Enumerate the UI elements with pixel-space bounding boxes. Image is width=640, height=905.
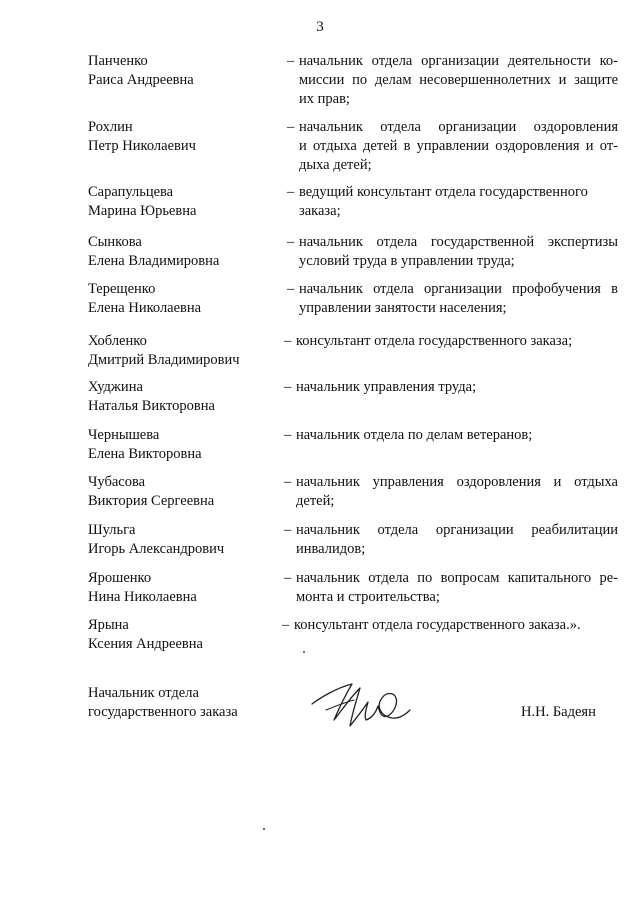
person-surname: Хобленко [88,333,147,349]
signature-title-line: государственного заказа [88,704,238,720]
signature-title [88,684,238,722]
person-surname: Шульга [88,522,136,538]
position-description [299,233,618,271]
description-line: начальник управления труда; [296,379,477,395]
person-name [88,378,268,416]
person-given-names: Виктория Сергеевна [88,493,215,509]
position-description [296,378,618,397]
position-description [296,521,618,559]
person-given-names: Игорь Александрович [88,541,225,557]
person-surname: Сарапульцева [88,184,174,200]
person-name [88,473,268,511]
description-line: управлении занятости населения; [299,300,507,316]
description-line: начальник управления оздоровления и отдыха [296,474,618,490]
description-line: инвалидов; [296,541,366,557]
person-given-names: Елена Викторовна [88,446,202,462]
description-line: условий труда в управлении труда; [299,253,515,269]
scan-speck [263,828,265,830]
description-line: заказа; [299,203,341,219]
page-number: 3 [316,19,324,35]
description-line: начальник отдела организации деятельности ко- [299,53,618,69]
dash-separator: – [284,333,292,349]
handwritten-signature [306,676,416,732]
person-surname: Ярына [88,617,129,633]
description-line: начальник отдела по делам ветеранов; [296,427,533,443]
person-given-names: Елена Владимировна [88,253,220,269]
position-description [299,280,618,318]
position-description [294,616,618,635]
person-name [88,280,268,318]
person-surname: Ярошенко [88,570,152,586]
description-line: ведущий консультант отдела государственного [299,184,588,200]
position-description [296,473,618,511]
position-description [296,426,618,445]
person-name [88,569,268,607]
person-given-names: Петр Николаевич [88,138,196,154]
position-description [296,569,618,607]
person-name [88,521,268,559]
scan-speck [303,651,305,653]
description-line: и отдыха детей в управлении оздоровления и от- [299,138,618,154]
person-surname: Терещенко [88,281,156,297]
dash-separator: – [287,53,295,69]
dash-separator: – [287,184,295,200]
description-line: начальник отдела по вопросам капитального ре- [296,570,618,586]
position-description [299,52,618,109]
description-line: начальник отдела организации оздоровления [299,119,618,135]
dash-separator: – [284,570,292,586]
position-description [299,118,618,175]
person-surname: Панченко [88,53,148,69]
person-name [88,332,268,370]
description-line: миссии по делам несовершеннолетних и защите [299,72,618,88]
signature-title-line: Начальник отдела [88,685,199,701]
dash-separator: – [287,281,295,297]
person-given-names: Раиса Андреевна [88,72,194,88]
dash-separator: – [284,522,292,538]
description-line: их прав; [299,91,350,107]
dash-separator: – [284,379,292,395]
position-description [299,183,618,221]
person-name [88,426,268,464]
person-name [88,52,268,90]
person-name [88,183,268,221]
person-name [88,118,268,156]
person-surname: Рохлин [88,119,133,135]
person-given-names: Елена Николаевна [88,300,202,316]
description-line: дыха детей; [299,157,372,173]
person-surname: Чубасова [88,474,146,490]
person-given-names: Нина Николаевна [88,589,197,605]
dash-separator: – [287,119,295,135]
description-line: детей; [296,493,335,509]
person-surname: Худжина [88,379,143,395]
dash-separator: – [284,474,292,490]
description-line: начальник отдела организации профобучения в [299,281,618,297]
description-line: начальник отдела организации реабилитации [296,522,618,538]
dash-separator: – [282,617,290,633]
description-line: монта и строительства; [296,589,440,605]
dash-separator: – [284,427,292,443]
person-surname: Сынкова [88,234,142,250]
person-given-names: Марина Юрьевна [88,203,197,219]
dash-separator: – [287,234,295,250]
person-surname: Чернышева [88,427,160,443]
person-given-names: Дмитрий Владимирович [88,352,240,368]
person-given-names: Ксения Андреевна [88,636,203,652]
description-line: консультант отдела государственного заказа.». [294,617,581,633]
signer-name: Н.Н. Бадеян [521,704,596,720]
person-name [88,233,268,271]
description-line: начальник отдела государственной экспертизы [299,234,618,250]
person-name [88,616,268,654]
description-line: консультант отдела государственного заказа; [296,333,573,349]
position-description [296,332,618,351]
person-given-names: Наталья Викторовна [88,398,215,414]
